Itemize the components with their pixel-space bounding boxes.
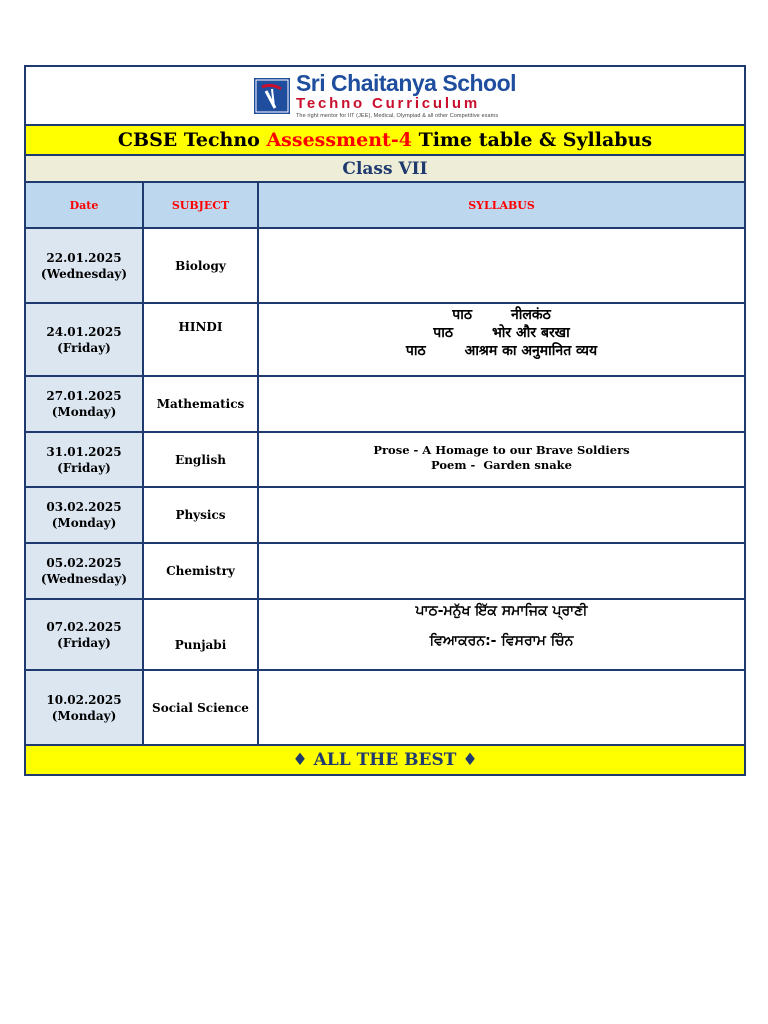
logo-banner (25, 66, 745, 125)
syllabus-line: पाठ नीलकंठ (452, 307, 551, 323)
title-prefix: CBSE Techno (117, 129, 267, 151)
exam-date: 31.01.2025 (46, 444, 122, 459)
exam-date: 07.02.2025 (46, 619, 122, 634)
table-row (25, 599, 745, 670)
date-cell (25, 599, 143, 670)
subject-cell: Social Science (143, 670, 258, 745)
table-row (25, 228, 745, 303)
table-row (25, 543, 745, 599)
exam-date: 10.02.2025 (46, 692, 122, 707)
page-title (25, 125, 745, 155)
subject-cell: Punjabi (143, 599, 258, 670)
syllabus-cell (258, 228, 745, 303)
syllabus-line: पाठ आश्रम का अनुमानित व्यय (405, 343, 598, 359)
brand-tagline: The right mentor for IIT (JEE), Medical, Olympiad & all other Competitive exams (295, 112, 499, 119)
column-header-row (25, 182, 745, 228)
timetable (24, 65, 746, 776)
syllabus-cell (258, 543, 745, 599)
syllabus-cell (258, 487, 745, 543)
table-row (25, 303, 745, 376)
date-cell (25, 228, 143, 303)
subject-cell: Physics (143, 487, 258, 543)
date-cell (25, 543, 143, 599)
col-header-date: Date (25, 182, 143, 228)
col-header-syllabus: SYLLABUS (258, 182, 745, 228)
footer-message: ♦ ALL THE BEST ♦ (25, 745, 745, 775)
syllabus-cell (258, 670, 745, 745)
exam-date: 22.01.2025 (46, 250, 122, 265)
syllabus-line: Poem - Garden snake (431, 458, 572, 472)
exam-day: (Friday) (57, 460, 111, 475)
table-row (25, 432, 745, 487)
exam-day: (Wednesday) (40, 572, 128, 586)
syllabus-cell (258, 376, 745, 432)
footer-row (25, 745, 745, 775)
date-cell (25, 432, 143, 487)
date-cell (25, 303, 143, 376)
table-row (25, 487, 745, 543)
subject-cell: Mathematics (143, 376, 258, 432)
exam-day: (Wednesday) (40, 266, 128, 281)
syllabus-line: Prose - A Homage to our Brave Soldiers (373, 443, 630, 457)
date-cell (25, 376, 143, 432)
exam-day: (Friday) (57, 340, 111, 355)
exam-date: 05.02.2025 (46, 556, 122, 570)
exam-date: 03.02.2025 (46, 500, 122, 514)
table-row (25, 376, 745, 432)
school-logo (26, 69, 744, 120)
class-label: Class VII (25, 155, 745, 182)
exam-day: (Monday) (51, 405, 117, 419)
syllabus-cell (258, 303, 745, 376)
subject-cell: English (143, 432, 258, 487)
exam-date: 24.01.2025 (46, 324, 122, 339)
exam-day: (Friday) (57, 635, 111, 650)
syllabus-line: ਵਿਆਕਰਨ:- ਵਿਸਰਾਮ ਚਿੰਨ (429, 633, 574, 649)
syllabus-line: पाठ भोर और बरखा (433, 325, 570, 341)
syllabus-line: ਪਾਠ-ਮਨੁੱਖ ਇੱਕ ਸਮਾਜਿਕ ਪ੍ਰਾਣੀ (415, 603, 588, 619)
title-suffix: Time table & Syllabus (411, 129, 653, 151)
subject-cell: Chemistry (143, 543, 258, 599)
brand-name: Sri Chaitanya School (295, 69, 517, 96)
date-cell (25, 670, 143, 745)
subject-cell: Biology (143, 228, 258, 303)
exam-day: (Monday) (51, 516, 117, 530)
col-header-subject: SUBJECT (143, 182, 258, 228)
brand-subtitle: Techno Curriculum (295, 94, 480, 112)
subject-cell: HINDI (143, 303, 258, 376)
syllabus-cell (258, 599, 745, 670)
exam-date: 27.01.2025 (46, 389, 122, 403)
table-row (25, 670, 745, 745)
title-accent: Assessment-4 (266, 129, 412, 151)
date-cell (25, 487, 143, 543)
exam-day: (Monday) (51, 708, 117, 723)
school-emblem-icon (254, 78, 290, 114)
syllabus-cell (258, 432, 745, 487)
